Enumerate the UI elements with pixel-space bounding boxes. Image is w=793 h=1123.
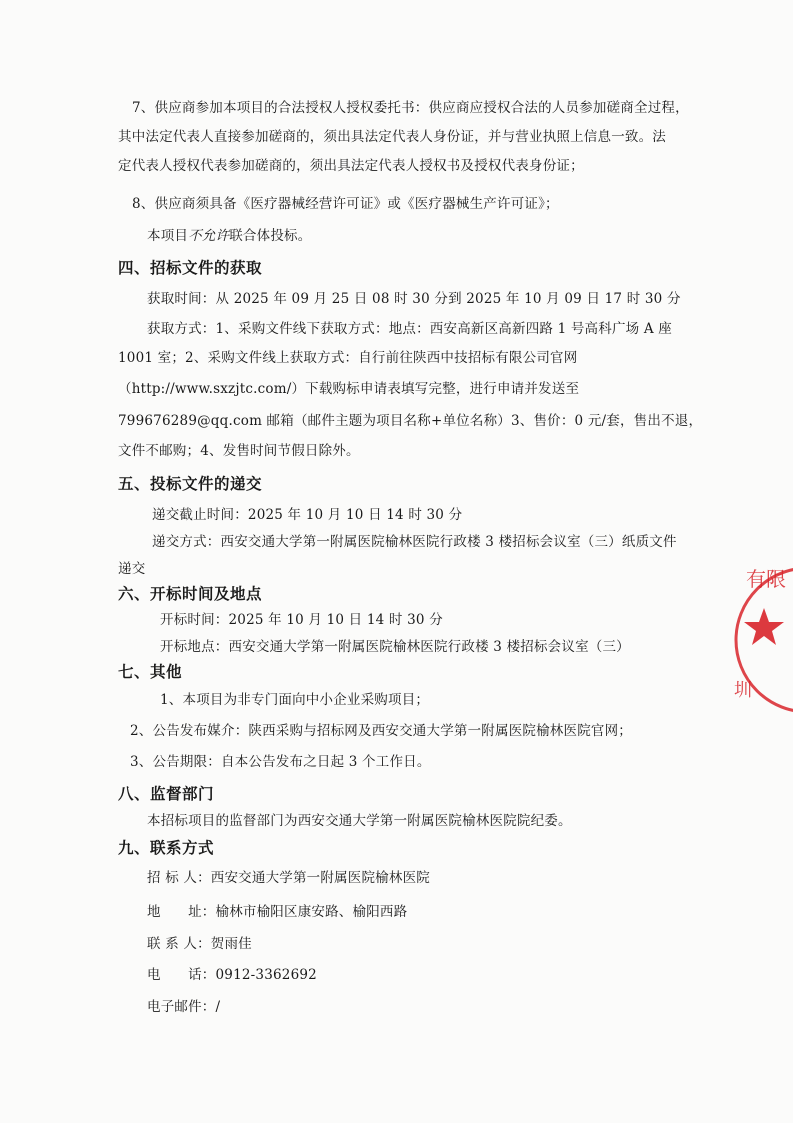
s9-address: 地 址：榆林市榆阳区康安路、榆阳西路 xyxy=(147,904,408,920)
seal-graphic xyxy=(728,560,793,720)
s9-tenderer: 招 标 人：西安交通大学第一附属医院榆林医院 xyxy=(147,870,430,886)
seal-star-icon xyxy=(744,608,784,645)
s5-deadline: 递交截止时间：2025 年 10 月 10 日 14 时 30 分 xyxy=(152,507,463,523)
s8-text: 本招标项目的监督部门为西安交通大学第一附属医院榆林医院院纪委。 xyxy=(147,813,572,829)
s7-item3: 3、公告期限：自本公告发布之日起 3 个工作日。 xyxy=(130,754,431,770)
section-4-heading: 四、招标文件的获取 xyxy=(118,259,263,277)
s4-method-line5: 文件不邮购；4、发售时间节假日除外。 xyxy=(118,443,360,459)
s7-item1: 1、本项目为非专门面向中小企业采购项目； xyxy=(160,692,430,708)
section-9-heading: 九、联系方式 xyxy=(118,839,215,857)
item7-line3: 定代表人授权代表参加磋商的，须出具法定代表人授权书及授权代表身份证； xyxy=(118,158,584,174)
s4-method-line2: 1001 室；2、采购文件线上获取方式：自行前往陕西中技招标有限公司官网 xyxy=(118,350,578,366)
item8: 8、供应商须具备《医疗器械经营许可证》或《医疗器械生产许可证》； xyxy=(132,196,559,212)
s9-contact: 联 系 人：贺雨佳 xyxy=(147,936,252,952)
seal-text-top: 有限 xyxy=(746,567,786,591)
s4-time: 获取时间：从 2025 年 09 月 25 日 08 时 30 分到 2025 年 10 月 09 日 17 时 30 分 xyxy=(147,291,681,307)
s4-method-line1: 获取方式：1、采购文件线下获取方式：地点：西安高新区高新四路 1 号高科广场 A 座 xyxy=(147,321,672,337)
s7-item2: 2、公告发布媒介：陕西采购与招标网及西安交通大学第一附属医院榆林医院官网； xyxy=(130,723,632,739)
section-5-heading: 五、投标文件的递交 xyxy=(118,475,263,493)
section-8-heading: 八、监督部门 xyxy=(118,785,215,803)
section-7-heading: 七、其他 xyxy=(118,663,183,681)
company-seal xyxy=(728,560,793,720)
s4-method-line3: （http://www.sxzjtc.com/）下载购标申请表填写完整，进行申请并发送至 xyxy=(118,381,580,397)
s4-method-line4: 799676289@qq.com 邮箱（邮件主题为项目名称+单位名称）3、售价：0 元/套，售出不退， xyxy=(118,413,703,429)
section-6-heading: 六、开标时间及地点 xyxy=(118,585,263,603)
s6-place: 开标地点：西安交通大学第一附属医院榆林医院行政楼 3 楼招标会议室（三） xyxy=(160,639,630,655)
consortium-line: 本项目不允许联合体投标。 xyxy=(147,228,312,244)
item7-line2: 其中法定代表人直接参加磋商的，须出具法定代表人身份证，并与营业执照上信息一致。法 xyxy=(118,129,666,145)
s9-email: 电子邮件：/ xyxy=(147,999,221,1015)
s5-method-line1: 递交方式：西安交通大学第一附属医院榆林医院行政楼 3 楼招标会议室（三）纸质文件 xyxy=(152,534,677,550)
seal-text-bottom: 圳 xyxy=(734,680,752,701)
item7-line1: 7、供应商参加本项目的合法授权人授权委托书：供应商应授权合法的人员参加磋商全过程， xyxy=(132,100,689,116)
s5-method-line2: 递交 xyxy=(118,561,146,577)
s9-phone: 电 话：0912-3362692 xyxy=(147,967,317,983)
s6-time: 开标时间：2025 年 10 月 10 日 14 时 30 分 xyxy=(160,612,443,628)
